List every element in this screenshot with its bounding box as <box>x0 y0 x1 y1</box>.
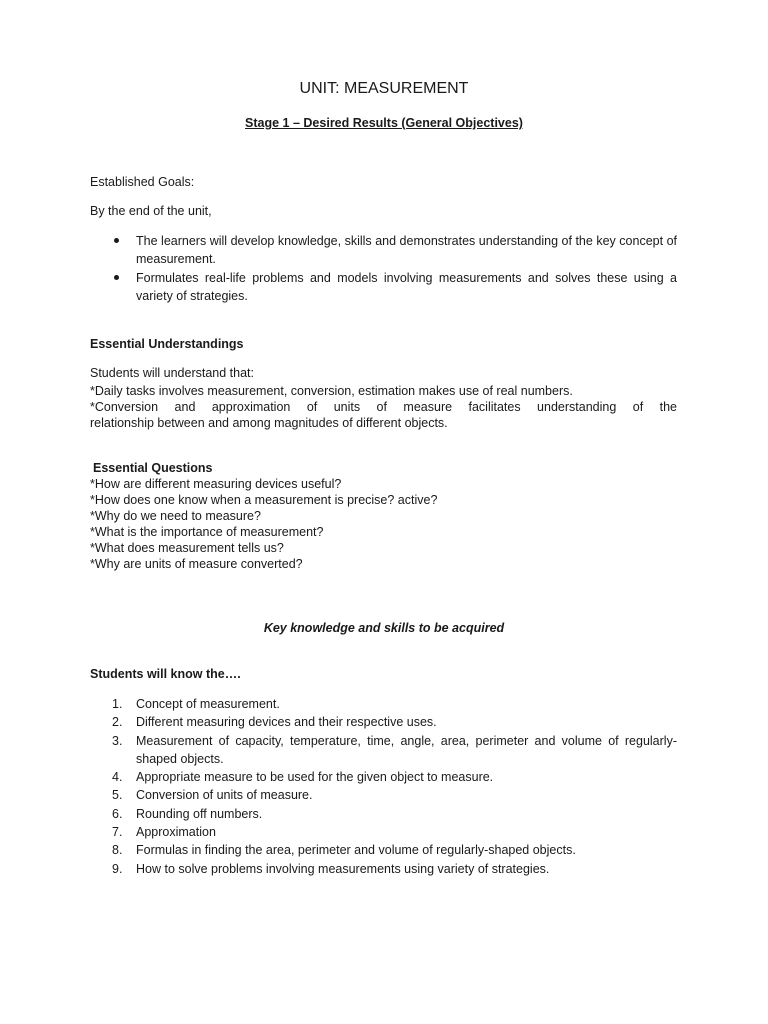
item-text: Different measuring devices and their respective uses. <box>136 715 437 730</box>
key-knowledge-heading: Key knowledge and skills to be acquired <box>263 621 505 635</box>
established-goals-label: Established Goals: <box>90 175 195 189</box>
bullet-icon <box>114 275 119 280</box>
item-number: 9. <box>112 861 123 876</box>
question-item: *How are different measuring devices useful? <box>90 477 342 491</box>
question-item: *What is the importance of measurement? <box>90 525 324 539</box>
question-item: *Why are units of measure converted? <box>90 557 303 571</box>
list-item <box>114 732 677 769</box>
item-text: Approximation <box>136 825 216 840</box>
stage-heading: Stage 1 – Desired Results (General Objectives) <box>245 116 523 130</box>
question-item: *Why do we need to measure? <box>90 509 261 523</box>
item-number: 1. <box>112 697 123 711</box>
list-item <box>114 823 677 841</box>
understanding-line: *Conversion and approximation of units of measure facilitates understanding of the <box>90 400 677 414</box>
list-item <box>114 786 677 804</box>
understanding-line-continued: relationship between and among magnitudes of different objects. <box>90 416 448 430</box>
item-text: Rounding off numbers. <box>136 806 263 821</box>
list-item <box>114 841 677 859</box>
list-item <box>114 269 677 305</box>
bullet-icon <box>114 238 119 243</box>
item-number: 8. <box>112 843 123 858</box>
page-title: UNIT: MEASUREMENT <box>299 80 469 97</box>
understanding-line: *Daily tasks involves measurement, conversion, estimation makes use of real numbers. <box>90 384 573 398</box>
essential-understandings-heading: Essential Understandings <box>90 337 244 351</box>
list-item <box>114 768 677 786</box>
item-text: How to solve problems involving measurements using variety of strategies. <box>136 861 550 876</box>
knowledge-numbered-list <box>114 695 677 878</box>
students-will-know-intro: Students will know the…. <box>90 667 241 681</box>
goal-text: The learners will develop knowledge, skills and demonstrates understanding of the key concept of measurement. <box>136 234 677 266</box>
understandings-intro: Students will understand that: <box>90 366 254 380</box>
item-number: 4. <box>112 770 123 785</box>
goals-bullet-list <box>114 232 677 306</box>
list-item <box>114 232 677 268</box>
list-item <box>114 805 677 823</box>
item-text: Conversion of units of measure. <box>136 788 313 803</box>
item-number: 3. <box>112 733 123 748</box>
item-number: 5. <box>112 788 123 803</box>
question-item: *How does one know when a measurement is precise? active? <box>90 493 438 507</box>
item-text: Formulas in finding the area, perimeter and volume of regularly-shaped objects. <box>136 843 576 858</box>
established-goals-intro: By the end of the unit, <box>90 204 212 218</box>
item-text: Appropriate measure to be used for the given object to measure. <box>136 770 494 785</box>
goal-text: Formulates real-life problems and models involving measurements and solves these using a variety of strategies. <box>136 271 677 303</box>
question-item: *What does measurement tells us? <box>90 541 284 555</box>
list-item <box>114 860 677 878</box>
essential-questions-heading: Essential Questions <box>93 461 213 475</box>
list-item <box>114 713 677 731</box>
item-number: 6. <box>112 806 123 821</box>
list-item <box>114 695 677 713</box>
item-number: 7. <box>112 825 123 840</box>
item-number: 2. <box>112 715 123 730</box>
item-text: Concept of measurement. <box>136 697 280 711</box>
item-text: Measurement of capacity, temperature, time, angle, area, perimeter and volume of regularly-shaped objects. <box>136 733 677 766</box>
